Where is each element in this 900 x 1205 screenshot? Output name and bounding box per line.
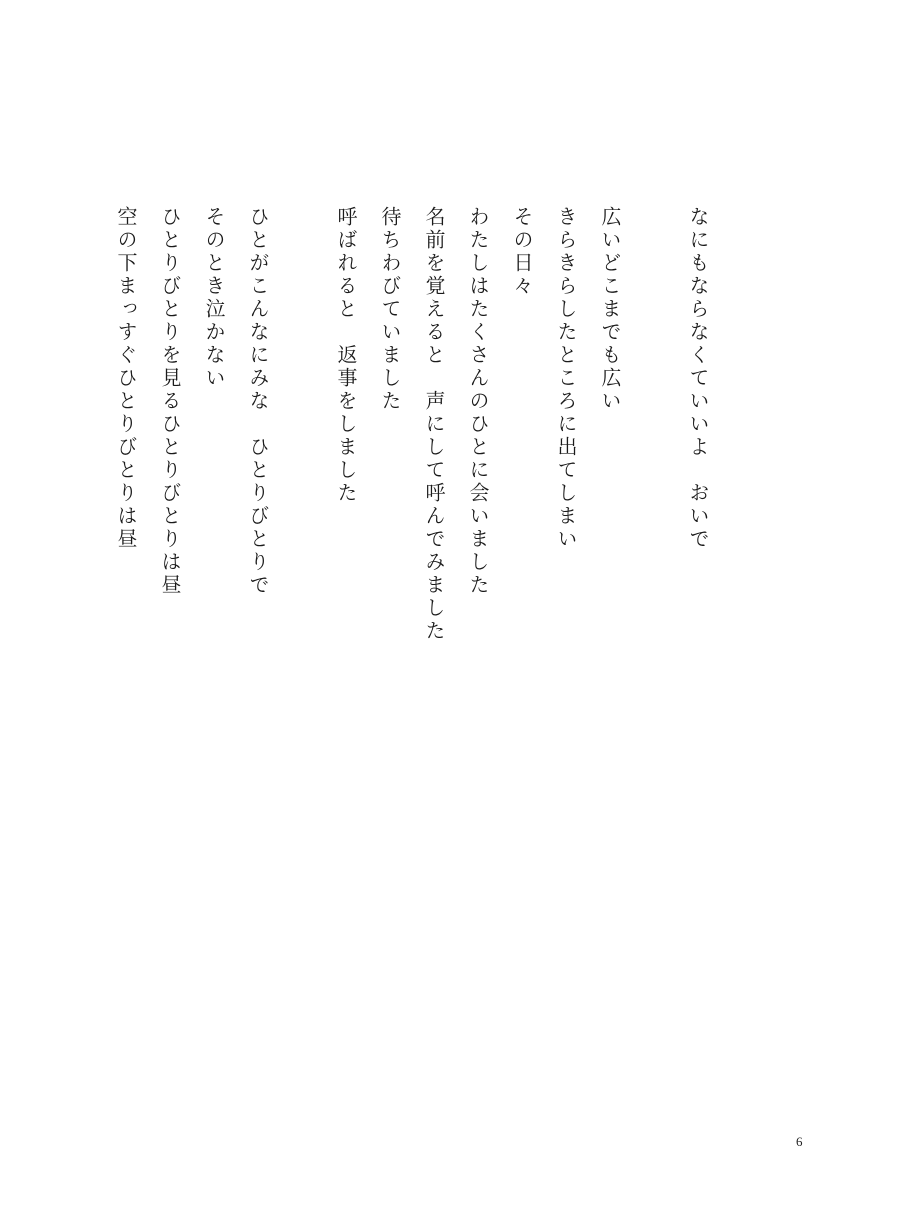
poem-line: きらきらしたところに出てしまい [554, 206, 578, 551]
poem-line: 空の下まっすぐひとりびとりは昼 [114, 206, 138, 551]
poem-line: そのとき泣かない [202, 206, 226, 390]
poem-line: なにもならなくていいよ おいで [686, 206, 710, 551]
page-number: 6 [796, 1134, 803, 1149]
poem-line: その日々 [510, 206, 534, 298]
poem-line: 呼ばれると 返事をしました [334, 206, 358, 505]
poem-line: ひとりびとりを見るひとりびとりは昼 [158, 206, 182, 597]
stanza-1 [676, 206, 720, 766]
poem-line: わたしはたくさんのひとに会いました [466, 206, 490, 597]
poem-line: 待ちわびていました [378, 206, 402, 413]
stanza-2 [324, 206, 632, 766]
stanza-3 [104, 206, 280, 766]
poem-body [114, 206, 720, 766]
poem-line: 名前を覚えると 声にして呼んでみました [422, 206, 446, 643]
poem-line: ひとがこんなにみな ひとりびとりで [246, 206, 270, 597]
stanza-break [280, 206, 324, 766]
poem-line: 広いどこまでも広い [598, 206, 622, 413]
stanza-break [632, 206, 676, 766]
